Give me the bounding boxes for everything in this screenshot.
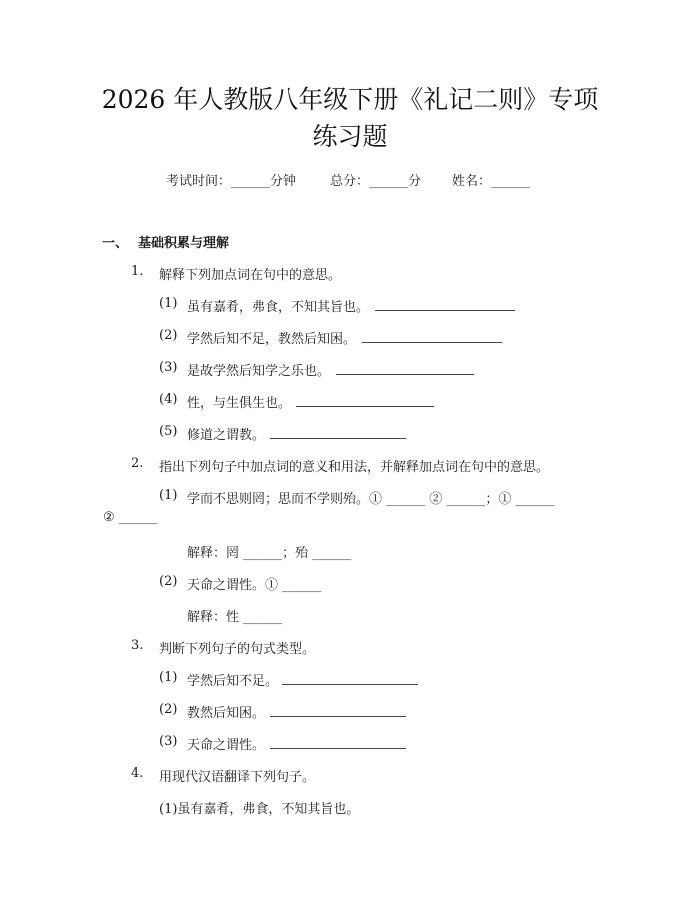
question-3-text: 判断下列句子的句式类型。 xyxy=(159,642,316,657)
answer-line[interactable] xyxy=(270,734,406,749)
total-score-field: 总分：______分 xyxy=(330,174,422,189)
q1-item-4-label: (4) xyxy=(159,392,178,407)
q1-item-5-label: (5) xyxy=(159,424,178,439)
question-3-number: 3. xyxy=(131,638,144,653)
q2-item-2-text: 天命之谓性。① ______ xyxy=(187,578,322,593)
q2-item-1-explain: 解释：罔 ______；殆 ______ xyxy=(187,546,352,561)
question-1-number: 1. xyxy=(131,264,144,279)
q2-item-1-wrap: ② ______ xyxy=(103,510,158,525)
question-1-text: 解释下列加点词在句中的意思。 xyxy=(159,268,342,283)
answer-line[interactable] xyxy=(296,392,434,407)
question-2-text: 指出下列句子中加点词的意义和用法，并解释加点词在句中的意思。 xyxy=(159,460,550,475)
section-title: 基础积累与理解 xyxy=(138,236,230,251)
q2-item-1-text: 学而不思则罔；思而不学则殆。① ______ ② ______；① ______ xyxy=(187,492,555,507)
section-number: 一、 xyxy=(102,236,129,251)
question-4-number: 4. xyxy=(131,766,144,781)
question-4-text: 用现代汉语翻译下列句子。 xyxy=(159,770,316,785)
q3-item-1-label: (1) xyxy=(159,670,178,685)
q1-item-1-label: (1) xyxy=(159,296,178,311)
answer-line[interactable] xyxy=(270,424,406,439)
q1-item-5-text: 修道之谓教。 xyxy=(187,428,266,443)
student-name-field: 姓名：______ xyxy=(452,174,531,189)
answer-line[interactable] xyxy=(336,360,474,375)
q1-item-4-text: 性，与生俱生也。 xyxy=(187,396,292,411)
q1-item-1-text: 虽有嘉肴，弗食，不知其旨也。 xyxy=(187,300,370,315)
answer-line[interactable] xyxy=(282,670,418,685)
document-title-line-1: 2026 年人教版八年级下册《礼记二则》专项 xyxy=(101,85,599,114)
q1-item-2-label: (2) xyxy=(159,328,178,343)
answer-line[interactable] xyxy=(270,702,406,717)
q2-item-1-label: (1) xyxy=(159,488,178,503)
q4-item-1-text: (1)虽有嘉肴，弗食，不知其旨也。 xyxy=(159,802,360,817)
document-title-line-2: 练习题 xyxy=(312,122,388,151)
answer-line[interactable] xyxy=(362,328,502,343)
exam-time-field: 考试时间：______分钟 xyxy=(166,174,297,189)
q3-item-3-text: 天命之谓性。 xyxy=(187,738,266,753)
q3-item-2-label: (2) xyxy=(159,702,178,717)
q1-item-3-text: 是故学然后知学之乐也。 xyxy=(187,364,331,379)
question-2-number: 2. xyxy=(131,456,144,471)
q1-item-3-label: (3) xyxy=(159,360,178,375)
q1-item-2-text: 学然后知不足，教然后知困。 xyxy=(187,332,357,347)
q2-item-2-explain: 解释：性 ______ xyxy=(187,610,283,625)
q3-item-1-text: 学然后知不足。 xyxy=(187,674,279,689)
q2-item-2-label: (2) xyxy=(159,574,178,589)
q3-item-3-label: (3) xyxy=(159,734,178,749)
q3-item-2-text: 教然后知困。 xyxy=(187,706,266,721)
answer-line[interactable] xyxy=(375,296,515,311)
